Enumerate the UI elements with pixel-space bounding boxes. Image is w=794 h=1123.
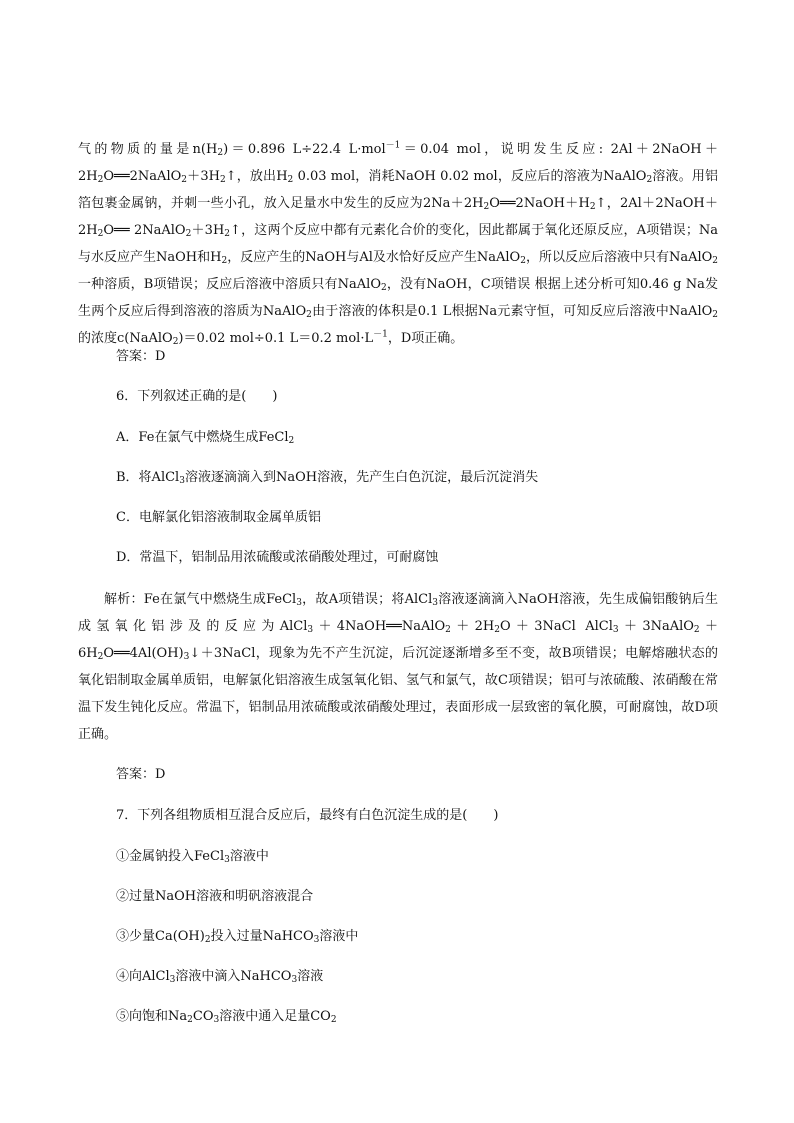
question-7-item-2: ②过量NaOH溶液和明矾溶液混合 xyxy=(116,889,314,904)
question-7-item-3: ③少量$Ca(OH)_2$投入过量NaHCO$_3$溶液中 xyxy=(116,929,359,945)
question-7-item-4: ④向AlCl$_3$溶液中滴入NaHCO$_3$溶液 xyxy=(116,969,324,985)
question-6-option-c: C．电解氯化铝溶液制取金属单质铝 xyxy=(116,510,321,525)
answer-q6: 答案：D xyxy=(116,767,166,782)
solution-paragraph-q6 xyxy=(78,586,718,748)
solution-text: 气的物质的量是$n(H_2)=0.896$ L÷22.4 L·mol$^{-1}$＝0.04 mol，说明发生反应: $2Al+2NaOH+2H_2O══2NaAlO_2+3H_2↑$，放出$H_2$ 0.03 mol，消耗NaOH 0.02 mol，反应后的溶液为NaAlO$_2$溶液。用铝箔包裹金属钠，并刺一些小孔，放入足量水中发生的反应为$2Na+2H_2O══2NaOH+H_2↑$，$2Al+2NaOH+2H_2O══$ $2NaAlO_2+3H_2↑$，这两个反应中都有元素化合价的变化，因此都属于氧化还原反应，A项错误；Na与水反应产生NaOH和$H_2$，反应产生的NaOH与Al及水恰好反应产生NaAlO$_2$，所以反应后溶液中只有NaAlO$_2$一种溶质，B项错误；反应后溶液中溶质只有NaAlO$_2$，没有NaOH，C项错误 根据上述分析可知0.46 g Na发生两个反应后得到溶液的溶质为NaAlO$_2$由于溶液的体积是0.1 L根据Na元素守恒，可知反应后溶液中NaAlO$_2$的浓度c(NaAlO$_2$)＝0.02 mol÷0.1 L＝0.2 $mol\cdot L^{-1}$，D项正确。 xyxy=(78,140,719,347)
solution-paragraph-q5 xyxy=(78,136,718,352)
question-7-stem: 7．下列各组物质相互混合反应后，最终有白色沉淀生成的是( ) xyxy=(116,808,499,823)
question-7-item-1: ①金属钠投入FeCl$_3$溶液中 xyxy=(116,849,269,865)
question-6-option-b: B．将AlCl$_3$溶液逐滴滴入到NaOH溶液，先产生白色沉淀，最后沉淀消失 xyxy=(116,470,539,486)
question-7-item-5: ⑤向饱和$Na_2CO_3$溶液中通入足量$CO_2$ xyxy=(116,1009,337,1025)
answer-q5: 答案：D xyxy=(116,349,166,364)
question-6-option-a: A．Fe在氯气中燃烧生成FeCl$_2$ xyxy=(116,430,295,446)
solution-text: 解析：Fe在氯气中燃烧生成FeCl$_3$，故A项错误；将AlCl$_3$溶液逐滴滴入NaOH溶液，先生成偏铝酸钠后生成氢氧化铝涉及的反应为$AlCl_3+4NaOH══NaAlO_2+2H_2O+3NaCl$ $AlCl_3+3NaAlO_2+6H_2O══4Al(OH)_3↓+3NaCl$，现象为先不产生沉淀，后沉淀逐渐增多至不变，故B项错误；电解熔融状态的氧化铝制取金属单质铝，电解氯化铝溶液生成氢氧化铝、氢气和氯气，故C项错误；铝可与浓硫酸、浓硝酸在常温下发生钝化反应。常温下，铝制品用浓硫酸或浓硝酸处理过，表面形成一层致密的氧化膜，可耐腐蚀，故D项正确。 xyxy=(78,592,718,742)
question-6-stem: 6．下列叙述正确的是( ) xyxy=(116,389,278,404)
question-6-option-d: D．常温下，铝制品用浓硫酸或浓硝酸处理过，可耐腐蚀 xyxy=(116,550,439,565)
